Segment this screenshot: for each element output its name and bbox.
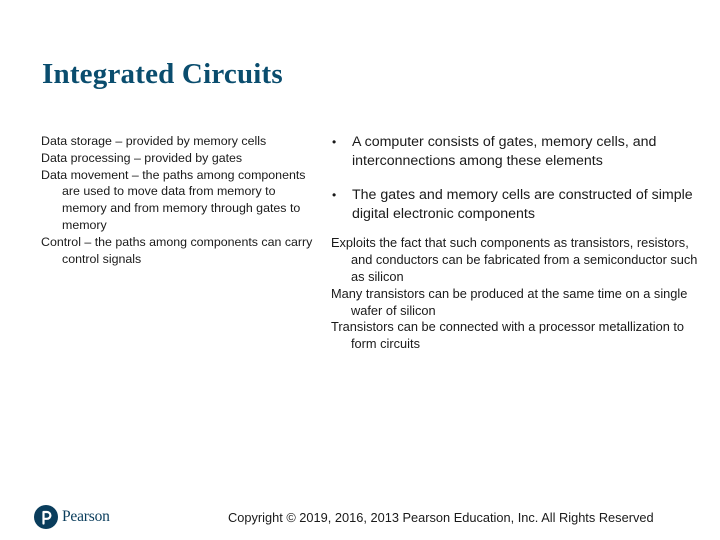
pearson-logo xyxy=(34,504,110,530)
bullet-item xyxy=(331,186,703,223)
bullet-item xyxy=(331,133,703,170)
left-column xyxy=(41,133,313,267)
fact-fabrication: Exploits the fact that such components as transistors, resistors, and conductors can be fabricated from a semiconductor such as silicon xyxy=(331,235,698,284)
bullet-text: The gates and memory cells are constructed of simple digital electronic components xyxy=(352,187,693,222)
right-column xyxy=(331,133,703,353)
slide-title: Integrated Circuits xyxy=(42,58,283,90)
fact-wafer: Many transistors can be produced at the same time on a single wafer of silicon xyxy=(331,285,688,318)
ic-facts xyxy=(331,235,703,353)
left-item-control: Control – the paths among components can carry control signals xyxy=(41,234,313,266)
bullet-dot: • xyxy=(332,188,337,203)
pearson-logo-text: Pearson xyxy=(62,508,110,525)
copyright-notice: Copyright © 2019, 2016, 2013 Pearson Education, Inc. All Rights Reserved xyxy=(228,510,654,525)
left-item-data-processing: Data processing – provided by gates xyxy=(41,150,243,165)
left-item-data-storage: Data storage – provided by memory cells xyxy=(41,134,267,148)
bullet-dot: • xyxy=(332,135,337,149)
left-item-data-movement: Data movement – the paths among components are used to move data from memory to memory and from memory through gates to memory xyxy=(41,167,306,232)
fact-metallization: Transistors can be connected with a processor metallization to form circuits xyxy=(331,319,685,352)
pearson-p-logo-icon xyxy=(34,505,58,529)
bullet-list xyxy=(331,133,703,223)
bullet-text: A computer consists of gates, memory cells, and interconnections among these elements xyxy=(352,134,657,169)
